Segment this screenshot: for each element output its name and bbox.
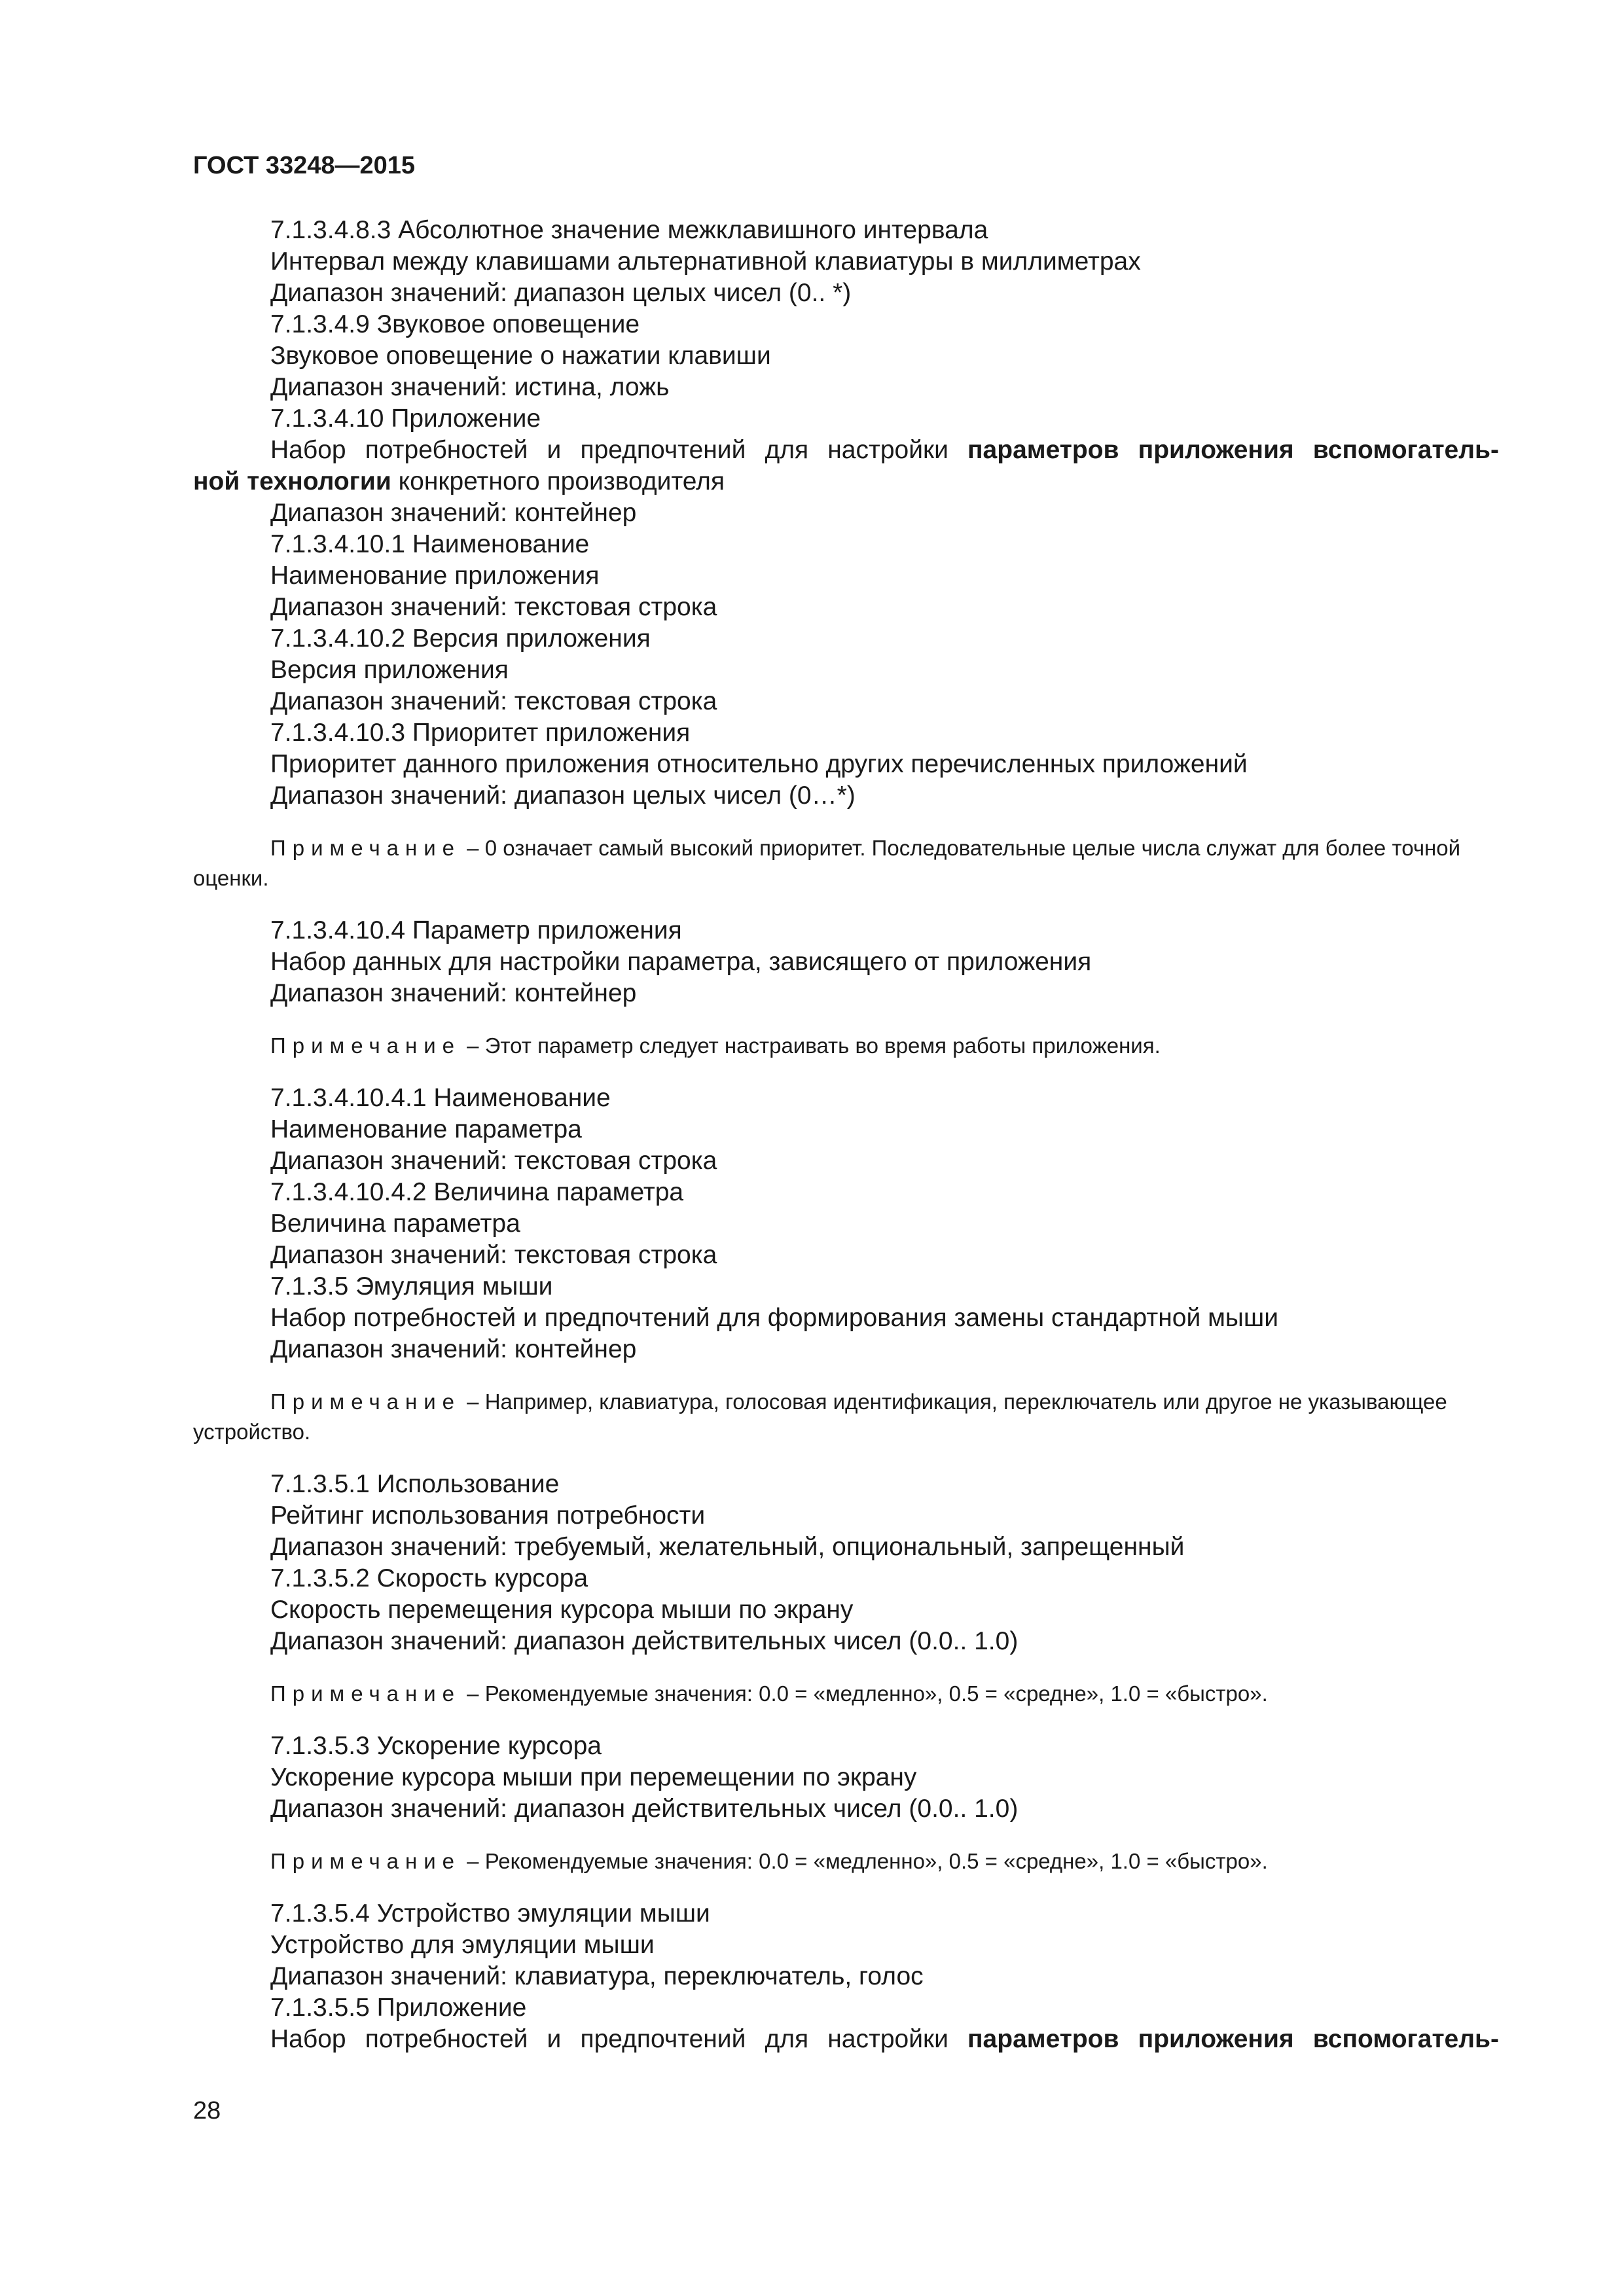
text-block xyxy=(193,1469,1499,1657)
text-line: Диапазон значений: диапазон целых чисел (0…*) xyxy=(270,781,856,810)
note xyxy=(193,833,1499,893)
note xyxy=(193,1846,1499,1876)
text-line: Диапазон значений: текстовая строка xyxy=(270,1147,717,1175)
text-line: Диапазон значений: диапазон действительных чисел (0.0.. 1.0) xyxy=(270,1627,1019,1655)
text-block xyxy=(193,1898,1499,2024)
text-line: Диапазон значений: контейнер xyxy=(270,1335,637,1363)
text-line: Устройство для эмуляции мыши xyxy=(270,1931,655,1959)
text-line: Диапазон значений: текстовая строка xyxy=(270,593,717,621)
text-block xyxy=(193,1083,1499,1365)
document-header: ГОСТ 33248—2015 xyxy=(193,152,416,179)
text-line: Диапазон значений: требуемый, желательный, опциональный, запрещенный xyxy=(270,1533,1185,1561)
note-label: Примечание xyxy=(270,1390,461,1414)
text-line: Набор данных для настройки параметра, зависящего от приложения xyxy=(270,948,1092,976)
text-line: 7.1.3.4.9 Звуковое оповещение xyxy=(270,310,640,338)
text-line: Интервал между клавишами альтернативной клавиатуры в миллиметрах xyxy=(270,247,1141,276)
text-line: 7.1.3.4.10 Приложение xyxy=(270,404,541,433)
text-line: Ускорение курсора мыши при перемещении по экрану xyxy=(270,1763,917,1791)
text-line: 7.1.3.5.5 Приложение xyxy=(270,1994,527,2022)
paragraph-line xyxy=(193,466,1499,497)
page-content xyxy=(193,215,1499,2055)
paragraph-line xyxy=(270,435,1499,466)
text-line: 7.1.3.5 Эмуляция мыши xyxy=(270,1272,553,1300)
paragraph-application xyxy=(193,435,1499,497)
text-block xyxy=(193,215,1499,435)
text-line: Диапазон значений: истина, ложь xyxy=(270,373,670,401)
paragraph-text: Набор потребностей и предпочтений для настройки xyxy=(270,2025,967,2053)
text-line: Диапазон значений: контейнер xyxy=(270,499,637,527)
note-text: – Этот параметр следует настраивать во время работы приложения. xyxy=(461,1033,1161,1058)
note-text: – Рекомендуемые значения: 0.0 = «медленно», 0.5 = «средне», 1.0 = «быстро». xyxy=(461,1681,1268,1706)
text-line: Приоритет данного приложения относительно других перечисленных приложений xyxy=(270,750,1248,778)
text-line: 7.1.3.4.10.1 Наименование xyxy=(270,530,590,558)
text-line: 7.1.3.4.10.2 Версия приложения xyxy=(270,624,651,653)
text-line: 7.1.3.4.10.4.2 Величина параметра xyxy=(270,1178,684,1206)
text-line: Версия приложения xyxy=(270,656,509,684)
text-line: Диапазон значений: текстовая строка xyxy=(270,1241,717,1269)
text-line: Наименование приложения xyxy=(270,562,600,590)
text-line: 7.1.3.4.10.4 Параметр приложения xyxy=(270,916,682,944)
text-line: 7.1.3.5.4 Устройство эмуляции мыши xyxy=(270,1899,710,1928)
paragraph-bold-term: параметров приложения вспомогатель- xyxy=(967,2025,1499,2053)
note-label: Примечание xyxy=(270,1849,461,1873)
paragraph-bold-term: ной технологии xyxy=(193,467,391,495)
text-block xyxy=(193,915,1499,1009)
note-label: Примечание xyxy=(270,1033,461,1058)
note-text: – Рекомендуемые значения: 0.0 = «медленно», 0.5 = «средне», 1.0 = «быстро». xyxy=(461,1849,1268,1873)
text-line: Диапазон значений: диапазон действительных чисел (0.0.. 1.0) xyxy=(270,1795,1019,1823)
text-line: 7.1.3.5.1 Использование xyxy=(270,1470,560,1498)
text-line: Диапазон значений: текстовая строка xyxy=(270,687,717,715)
note xyxy=(193,1387,1499,1447)
note xyxy=(193,1031,1499,1061)
text-line: Скорость перемещения курсора мыши по экрану xyxy=(270,1596,854,1624)
text-line: Величина параметра xyxy=(270,1210,520,1238)
text-line: Диапазон значений: диапазон целых чисел (0.. *) xyxy=(270,279,852,307)
text-block xyxy=(193,497,1499,812)
note-text: – Например, клавиатура, голосовая идентификация, переключатель или другое не указывающее устройство. xyxy=(193,1390,1447,1444)
text-line: 7.1.3.4.8.3 Абсолютное значение межклавишного интервала xyxy=(270,216,988,244)
note-label: Примечание xyxy=(270,836,461,860)
text-line: Рейтинг использования потребности xyxy=(270,1501,706,1530)
text-line: 7.1.3.5.3 Ускорение курсора xyxy=(270,1732,602,1760)
text-line: Диапазон значений: контейнер xyxy=(270,979,637,1007)
text-line: 7.1.3.4.10.3 Приоритет приложения xyxy=(270,719,691,747)
text-block xyxy=(193,1731,1499,1825)
text-line: Диапазон значений: клавиатура, переключатель, голос xyxy=(270,1962,924,1990)
text-line: 7.1.3.5.2 Скорость курсора xyxy=(270,1564,588,1592)
text-line: Набор потребностей и предпочтений для формирования замены стандартной мыши xyxy=(270,1304,1279,1332)
text-line: Звуковое оповещение о нажатии клавиши xyxy=(270,342,771,370)
text-line: 7.1.3.4.10.4.1 Наименование xyxy=(270,1084,611,1112)
note-label: Примечание xyxy=(270,1681,461,1706)
paragraph-bold-term: параметров приложения вспомогатель- xyxy=(967,436,1499,464)
paragraph-text: конкретного производителя xyxy=(391,467,725,495)
paragraph-application xyxy=(193,2024,1499,2055)
text-line: Наименование параметра xyxy=(270,1115,582,1143)
paragraph-text: Набор потребностей и предпочтений для настройки xyxy=(270,436,967,464)
paragraph-line xyxy=(270,2024,1499,2055)
page-number: 28 xyxy=(193,2097,221,2125)
note xyxy=(193,1679,1499,1709)
note-text: – 0 означает самый высокий приоритет. Последовательные целые числа служат для более точной оценки. xyxy=(193,836,1461,890)
